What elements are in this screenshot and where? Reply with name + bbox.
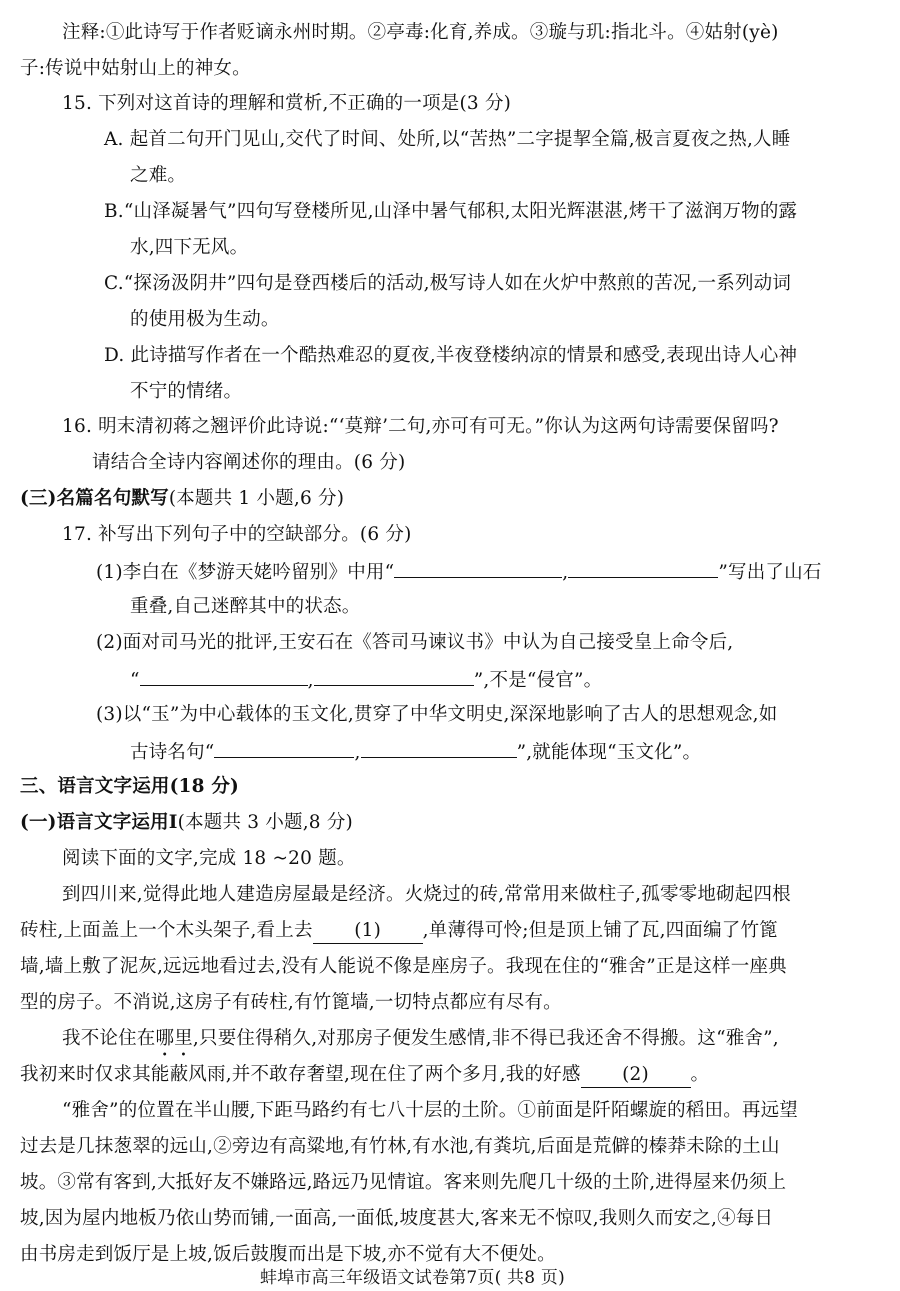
passage-p2-line-2 xyxy=(20,1063,709,1088)
question-15-option-b: B.“山泽凝暑气”四句写登楼所见,山泽中暑气郁积,太阳光辉湛湛,烤干了滋润万物的露 xyxy=(104,201,798,222)
question-15-option-c: C.“探汤汲阴井”四句是登西楼后的活动,极写诗人如在火炉中熬煎的苦况,一系列动词 xyxy=(104,273,792,294)
question-17-item-2: (2)面对司马光的批评,王安石在《答司马谏议书》中认为自己接受皇上命令后, xyxy=(96,632,734,653)
question-17-item-3-cont xyxy=(130,739,701,765)
question-16-line-2: 请结合全诗内容阐述你的理由。(6 分) xyxy=(92,452,406,473)
section-3-title: (三)名篇名句默写 xyxy=(20,488,169,509)
passage-p3-line-1: “雅舍”的位置在半山腰,下距马路约有七八十层的土阶。①前面是阡陌螺旋的稻田。再远望 xyxy=(62,1100,798,1121)
question-17-stem: 17. 补写出下列句子中的空缺部分。(6 分) xyxy=(62,524,412,545)
passage-p1-line-1: 到四川来,觉得此地人建造房屋最是经济。火烧过的砖,常常用来做柱子,孤零零地砌起四根 xyxy=(62,884,791,905)
p1-line-2-a: 砖柱,上面盖上一个木头架子,看上去 xyxy=(20,920,313,941)
question-15-stem: 15. 下列对这首诗的理解和赏析,不正确的一项是(3 分) xyxy=(62,93,512,114)
answer-blank-1[interactable]: (1) xyxy=(313,919,423,944)
notes-line-2: 子:传说中姑射山上的神女。 xyxy=(20,58,251,79)
question-15-option-d: D. 此诗描写作者在一个酷热难忍的夏夜,半夜登楼纳凉的情景和感受,表现出诗人心神 xyxy=(104,345,798,366)
item-1-text-a: (1)李白在《梦游天姥吟留别》中用“ xyxy=(96,562,395,583)
passage-p3-line-5: 由书房走到饭厅是上坡,饭后鼓腹而出是下坡,亦不觉有大不便处。 xyxy=(20,1244,556,1265)
passage-p3-line-2: 过去是几抹葱翠的远山,②旁边有高粱地,有竹林,有水池,有粪坑,后面是荒僻的榛莽未除的土山 xyxy=(20,1136,780,1157)
question-17-item-3: (3)以“玉”为中心载体的玉文化,贯穿了中华文明史,深深地影响了古人的思想观念,如 xyxy=(96,704,778,725)
passage-p1-line-2 xyxy=(20,919,778,944)
question-16-line-1: 16. 明末清初蒋之翘评价此诗说:“‘莫辩’二句,亦可有可无。”你认为这两句诗需要保留吗? xyxy=(62,416,779,437)
passage-p2-line-1 xyxy=(62,1027,779,1051)
section-1-sub: (本题共 3 小题,8 分) xyxy=(177,812,353,833)
p1-line-2-b: ,单薄得可怜;但是顶上铺了瓦,四面编了竹篦 xyxy=(422,920,778,941)
passage-p1-line-4: 型的房子。不消说,这房子有砖柱,有竹篦墙,一切特点都应有尽有。 xyxy=(20,992,562,1013)
emphasis-char: 里 xyxy=(174,1028,193,1049)
part-3-title: 三、语言文字运用(18 分) xyxy=(20,776,239,797)
item-3-sep: , xyxy=(354,742,361,763)
p2-line-2-b: 。 xyxy=(690,1064,710,1085)
answer-blank[interactable] xyxy=(568,559,718,578)
answer-blank[interactable] xyxy=(314,667,474,686)
question-15-option-a: A. 起首二句开门见山,交代了时间、处所,以“苦热”二字提挈全篇,极言夏夜之热,人睡 xyxy=(104,129,791,150)
page-footer: 蚌埠市高三年级语文试卷第7页( 共8 页) xyxy=(260,1268,565,1288)
item-1-text-b: ”写出了山石 xyxy=(718,562,822,583)
question-15-option-c-cont: 的使用极为生动。 xyxy=(130,309,280,330)
notes-line-1: 注释:①此诗写于作者贬谪永州时期。②亭毒:化育,养成。③璇与玑:指北斗。④姑射(yè) xyxy=(62,22,779,43)
section-3-sub: (本题共 1 小题,6 分) xyxy=(168,488,345,509)
question-15-option-a-cont: 之难。 xyxy=(130,165,187,186)
question-15-option-b-cont: 水,四下无风。 xyxy=(130,237,249,258)
item-1-sep: , xyxy=(562,562,569,583)
item-2-sep: , xyxy=(307,670,314,691)
answer-blank[interactable] xyxy=(394,559,562,578)
answer-blank[interactable] xyxy=(140,667,308,686)
passage-p1-line-3: 墙,墙上敷了泥灰,远远地看过去,没有人能说不像是座房子。我现在住的“雅舍”正是这样一座典 xyxy=(20,956,787,977)
section-1-intro: 阅读下面的文字,完成 18 ~20 题。 xyxy=(62,848,356,869)
section-1-title: (一)语言文字运用Ⅰ xyxy=(20,812,178,833)
answer-blank[interactable] xyxy=(214,739,354,758)
p2-line-1-a: 我不论住在 xyxy=(62,1028,156,1049)
section-1-heading xyxy=(20,811,353,835)
section-3-heading xyxy=(20,487,344,511)
item-2-close: ”,不是“侵官”。 xyxy=(473,670,603,691)
passage-p3-line-3: 坡。③常有客到,大抵好友不嫌路远,路远乃见情谊。客来则先爬几十级的土阶,进得屋来仍须上 xyxy=(20,1172,787,1193)
p2-line-2-a: 我初来时仅求其能蔽风雨,并不敢存奢望,现在住了两个多月,我的好感 xyxy=(20,1064,581,1085)
passage-p3-line-4: 坡,因为屋内地板乃依山势而铺,一面高,一面低,坡度甚大,客来无不惊叹,我则久而安之,④每日 xyxy=(20,1208,774,1229)
question-17-item-1-cont: 重叠,自己迷醉其中的状态。 xyxy=(130,596,361,617)
answer-blank-2[interactable]: (2) xyxy=(581,1063,691,1088)
item-3-close: ”,就能体现“玉文化”。 xyxy=(516,742,702,763)
question-17-item-1 xyxy=(96,559,822,585)
question-17-item-2-cont xyxy=(130,667,602,693)
answer-blank[interactable] xyxy=(361,739,517,758)
item-3-open: 古诗名句“ xyxy=(130,742,215,763)
question-15-option-d-cont: 不宁的情绪。 xyxy=(130,381,243,402)
item-2-open: “ xyxy=(130,670,140,691)
emphasis-char: 哪 xyxy=(155,1028,175,1049)
p2-line-1-b: ,只要住得稍久,对那房子便发生感情,非不得已我还舍不得搬。这“雅舍”, xyxy=(192,1028,779,1049)
